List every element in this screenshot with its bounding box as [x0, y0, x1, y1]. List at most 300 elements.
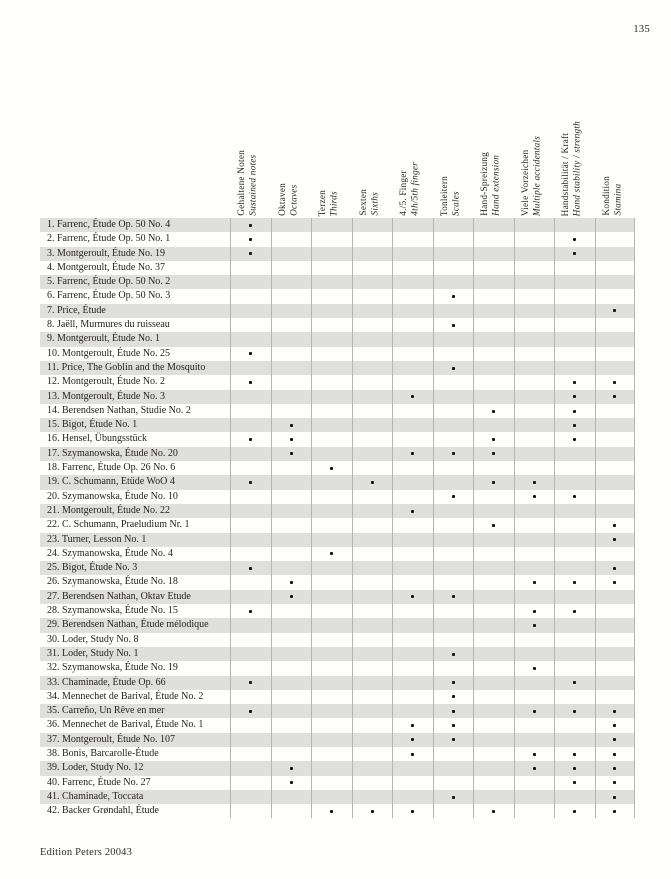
- dot-cell: [473, 561, 514, 575]
- dot-cell: [352, 375, 393, 389]
- dot-cell: [271, 218, 312, 232]
- dot-cell: [554, 218, 595, 232]
- dot-cell: [392, 533, 433, 547]
- dot-cell: [230, 561, 271, 575]
- dot-marker: [492, 810, 495, 813]
- dot-cell: [554, 604, 595, 618]
- dot-cell: [514, 804, 555, 818]
- dot-cell: [595, 390, 636, 404]
- row-label: 12. Montgeroult, Étude No. 2: [47, 376, 166, 388]
- dot-cell: [311, 475, 352, 489]
- dot-cell: [595, 461, 636, 475]
- dot-marker: [411, 595, 414, 598]
- dot-cell: [554, 804, 595, 818]
- dot-marker: [452, 595, 455, 598]
- dot-marker: [452, 324, 455, 327]
- dot-marker: [452, 681, 455, 684]
- row-label: 30. Loder, Study No. 8: [47, 633, 139, 645]
- dot-cell: [392, 275, 433, 289]
- dot-marker: [573, 252, 576, 255]
- dot-cell: [352, 633, 393, 647]
- dot-cell: [230, 332, 271, 346]
- dot-cell: [514, 361, 555, 375]
- dot-cell: [230, 633, 271, 647]
- dot-cell: [595, 289, 636, 303]
- dot-marker: [249, 681, 252, 684]
- row-label: 29. Berendsen Nathan, Étude mélodique: [47, 619, 209, 631]
- dot-cell: [230, 690, 271, 704]
- dot-cell: [433, 790, 474, 804]
- dot-cell: [392, 390, 433, 404]
- dot-cell: [595, 733, 636, 747]
- column-header: [561, 121, 584, 216]
- dot-cell: [392, 547, 433, 561]
- dot-marker: [249, 381, 252, 384]
- dot-cell: [473, 447, 514, 461]
- dot-cell: [514, 504, 555, 518]
- dot-cell: [271, 804, 312, 818]
- dot-cell: [595, 690, 636, 704]
- dot-cell: [230, 747, 271, 761]
- dot-cell: [271, 590, 312, 604]
- dot-cell: [352, 518, 393, 532]
- dot-marker: [411, 738, 414, 741]
- dot-cell: [514, 475, 555, 489]
- dot-cell: [473, 361, 514, 375]
- dot-cell: [433, 761, 474, 775]
- dot-cell: [271, 518, 312, 532]
- dot-marker: [411, 395, 414, 398]
- dot-cell: [352, 618, 393, 632]
- column-header-german: Oktaven: [277, 183, 288, 216]
- dot-cell: [311, 676, 352, 690]
- dot-cell: [433, 218, 474, 232]
- dot-marker: [573, 710, 576, 713]
- dot-cell: [433, 704, 474, 718]
- dot-marker: [613, 524, 616, 527]
- dot-cell: [352, 575, 393, 589]
- dot-marker: [573, 681, 576, 684]
- table-row: [40, 447, 635, 461]
- dot-cell: [514, 518, 555, 532]
- dot-cell: [271, 747, 312, 761]
- dot-cell: [514, 776, 555, 790]
- row-label: 16. Hensel, Übungsstück: [47, 433, 147, 445]
- dot-cell: [311, 332, 352, 346]
- dot-marker: [411, 724, 414, 727]
- dot-cell: [230, 575, 271, 589]
- dot-cell: [271, 490, 312, 504]
- dot-cell: [352, 776, 393, 790]
- dot-cell: [392, 447, 433, 461]
- dot-cell: [392, 561, 433, 575]
- table-row: [40, 804, 635, 818]
- dot-cell: [514, 575, 555, 589]
- dot-cell: [271, 647, 312, 661]
- dot-cell: [473, 761, 514, 775]
- dot-cell: [433, 718, 474, 732]
- dot-cell: [392, 647, 433, 661]
- dot-marker: [573, 495, 576, 498]
- dot-marker: [533, 767, 536, 770]
- dot-cell: [514, 733, 555, 747]
- dot-cell: [554, 332, 595, 346]
- dot-marker: [290, 424, 293, 427]
- dot-marker: [452, 738, 455, 741]
- column-header-german: Handstabilität / Kraft: [561, 132, 571, 216]
- row-label: 1. Farrenc, Étude Op. 50 No. 4: [47, 219, 171, 230]
- dot-cell: [433, 575, 474, 589]
- table-row: [40, 676, 635, 690]
- dot-cell: [554, 347, 595, 361]
- dot-cell: [230, 618, 271, 632]
- dot-cell: [514, 275, 555, 289]
- dot-cell: [473, 633, 514, 647]
- dot-marker: [452, 295, 455, 298]
- dot-marker: [290, 438, 293, 441]
- dot-cell: [311, 418, 352, 432]
- dot-cell: [352, 533, 393, 547]
- dot-cell: [514, 404, 555, 418]
- dot-cell: [595, 647, 636, 661]
- dot-cell: [514, 347, 555, 361]
- dot-cell: [473, 661, 514, 675]
- dot-cell: [311, 518, 352, 532]
- dot-marker: [452, 710, 455, 713]
- dot-cell: [311, 247, 352, 261]
- dot-cell: [271, 475, 312, 489]
- column-header: [480, 152, 503, 216]
- dot-cell: [514, 261, 555, 275]
- dot-marker: [573, 610, 576, 613]
- table-row: [40, 275, 635, 289]
- row-label: 39. Loder, Study No. 12: [47, 762, 144, 774]
- table-row: [40, 418, 635, 432]
- dot-cell: [554, 261, 595, 275]
- table-row: [40, 718, 635, 732]
- dot-cell: [433, 275, 474, 289]
- dot-cell: [514, 747, 555, 761]
- dot-cell: [271, 447, 312, 461]
- table-row: [40, 490, 635, 504]
- row-label: 6. Farrenc, Étude Op. 50 No. 3: [47, 290, 171, 302]
- dot-marker: [249, 252, 252, 255]
- dot-cell: [311, 718, 352, 732]
- dot-marker: [492, 452, 495, 455]
- dot-cell: [554, 247, 595, 261]
- dot-cell: [271, 304, 312, 318]
- dot-cell: [392, 676, 433, 690]
- dot-cell: [473, 676, 514, 690]
- table-row: [40, 575, 635, 589]
- column-header-german: Sexten: [358, 189, 369, 216]
- dot-marker: [492, 438, 495, 441]
- dot-cell: [554, 661, 595, 675]
- dot-cell: [595, 375, 636, 389]
- column-header-german: Gehaltene Noten: [237, 150, 247, 216]
- dot-marker: [573, 753, 576, 756]
- dot-cell: [352, 461, 393, 475]
- row-label: 7. Price, Étude: [47, 304, 106, 316]
- dot-cell: [514, 690, 555, 704]
- dot-cell: [311, 733, 352, 747]
- dot-marker: [330, 467, 333, 470]
- dot-cell: [433, 733, 474, 747]
- dot-cell: [230, 547, 271, 561]
- dot-cell: [311, 804, 352, 818]
- dot-cell: [595, 704, 636, 718]
- row-label: 8. Jaëll, Murmures du ruisseau: [47, 319, 170, 331]
- dot-cell: [514, 547, 555, 561]
- dot-cell: [554, 461, 595, 475]
- row-label: 13. Montgeroult, Étude No. 3: [47, 390, 166, 402]
- dot-cell: [392, 633, 433, 647]
- dot-cell: [352, 404, 393, 418]
- table-row: [40, 232, 635, 246]
- dot-cell: [311, 404, 352, 418]
- column-header: [318, 190, 341, 216]
- dot-cell: [311, 690, 352, 704]
- dot-cell: [514, 247, 555, 261]
- table-row: [40, 404, 635, 418]
- dot-cell: [554, 690, 595, 704]
- dot-cell: [473, 547, 514, 561]
- dot-cell: [595, 718, 636, 732]
- column-header-german: Hand-Spreizung: [480, 152, 490, 216]
- dot-cell: [392, 304, 433, 318]
- table-row: [40, 304, 635, 318]
- dot-cell: [473, 475, 514, 489]
- dot-cell: [433, 604, 474, 618]
- dot-cell: [352, 547, 393, 561]
- row-label: 28. Szymanowska, Étude No. 15: [47, 605, 178, 617]
- dot-cell: [554, 232, 595, 246]
- dot-cell: [554, 647, 595, 661]
- table-row: [40, 332, 635, 346]
- dot-cell: [595, 575, 636, 589]
- dot-cell: [554, 676, 595, 690]
- dot-cell: [392, 490, 433, 504]
- dot-cell: [352, 661, 393, 675]
- dot-cell: [595, 318, 636, 332]
- dot-cell: [514, 604, 555, 618]
- dot-cell: [392, 375, 433, 389]
- dot-cell: [473, 604, 514, 618]
- column-header-english: Multiple accidentals: [532, 135, 543, 216]
- dot-cell: [514, 218, 555, 232]
- row-label: 11. Price, The Goblin and the Mosquito: [47, 361, 206, 373]
- dot-cell: [595, 561, 636, 575]
- dot-cell: [352, 561, 393, 575]
- dot-cell: [392, 261, 433, 275]
- dot-cell: [473, 247, 514, 261]
- column-header: [399, 162, 422, 216]
- dot-cell: [433, 318, 474, 332]
- dot-marker: [613, 395, 616, 398]
- dot-cell: [554, 618, 595, 632]
- dot-cell: [392, 361, 433, 375]
- dot-cell: [554, 733, 595, 747]
- dot-cell: [230, 390, 271, 404]
- dot-cell: [514, 390, 555, 404]
- dot-cell: [595, 332, 636, 346]
- column-header-german: 4./5. Finger: [399, 170, 409, 216]
- dot-cell: [311, 547, 352, 561]
- dot-cell: [473, 461, 514, 475]
- dot-cell: [595, 304, 636, 318]
- dot-marker: [533, 495, 536, 498]
- dot-cell: [554, 418, 595, 432]
- dot-cell: [230, 718, 271, 732]
- dot-cell: [554, 518, 595, 532]
- dot-cell: [271, 733, 312, 747]
- dot-cell: [311, 218, 352, 232]
- dot-cell: [473, 332, 514, 346]
- dot-marker: [452, 495, 455, 498]
- dot-marker: [613, 309, 616, 312]
- dot-cell: [271, 318, 312, 332]
- dot-cell: [352, 261, 393, 275]
- table-row: [40, 261, 635, 275]
- dot-cell: [392, 475, 433, 489]
- dot-cell: [352, 718, 393, 732]
- dot-cell: [352, 690, 393, 704]
- dot-cell: [311, 533, 352, 547]
- row-label: 2. Farrenc, Étude Op. 50 No. 1: [47, 233, 171, 245]
- dot-cell: [392, 618, 433, 632]
- dot-cell: [514, 490, 555, 504]
- dot-cell: [473, 404, 514, 418]
- dot-cell: [514, 661, 555, 675]
- dot-cell: [595, 804, 636, 818]
- dot-marker: [533, 667, 536, 670]
- dot-cell: [554, 575, 595, 589]
- row-label: 19. C. Schumann, Etüde WoO 4: [47, 476, 175, 488]
- column-header: [602, 176, 625, 216]
- dot-cell: [473, 375, 514, 389]
- dot-cell: [392, 804, 433, 818]
- dot-cell: [595, 747, 636, 761]
- dot-cell: [392, 232, 433, 246]
- dot-cell: [433, 375, 474, 389]
- dot-cell: [392, 718, 433, 732]
- dot-cell: [392, 761, 433, 775]
- column-header: [278, 183, 301, 216]
- table-row: [40, 375, 635, 389]
- dot-cell: [433, 690, 474, 704]
- dot-cell: [554, 304, 595, 318]
- dot-cell: [311, 289, 352, 303]
- dot-cell: [554, 318, 595, 332]
- dot-marker: [249, 710, 252, 713]
- dot-cell: [554, 275, 595, 289]
- dot-cell: [554, 375, 595, 389]
- dot-cell: [433, 633, 474, 647]
- dot-cell: [473, 747, 514, 761]
- dot-cell: [230, 261, 271, 275]
- dot-marker: [249, 610, 252, 613]
- dot-cell: [352, 647, 393, 661]
- dot-cell: [433, 776, 474, 790]
- dot-cell: [230, 461, 271, 475]
- dot-cell: [392, 504, 433, 518]
- row-label: 23. Turner, Lesson No. 1: [47, 533, 147, 545]
- column-header-english: Octaves: [289, 184, 300, 216]
- dot-cell: [392, 247, 433, 261]
- dot-cell: [514, 704, 555, 718]
- dot-cell: [352, 676, 393, 690]
- table-row: [40, 561, 635, 575]
- dot-cell: [311, 461, 352, 475]
- table-row: [40, 790, 635, 804]
- row-label: 4. Montgeroult, Étude No. 37: [47, 261, 166, 273]
- dot-cell: [352, 490, 393, 504]
- dot-cell: [230, 518, 271, 532]
- dot-cell: [433, 475, 474, 489]
- dot-marker: [371, 481, 374, 484]
- dot-cell: [595, 447, 636, 461]
- dot-cell: [473, 261, 514, 275]
- column-header-german: Viele Vorzeichen: [520, 149, 531, 216]
- dot-cell: [230, 533, 271, 547]
- dot-cell: [271, 375, 312, 389]
- dot-cell: [514, 289, 555, 303]
- dot-cell: [554, 790, 595, 804]
- dot-cell: [433, 547, 474, 561]
- table-row: [40, 504, 635, 518]
- dot-cell: [554, 504, 595, 518]
- table-row: [40, 547, 635, 561]
- dot-cell: [271, 461, 312, 475]
- dot-cell: [311, 633, 352, 647]
- dot-cell: [271, 332, 312, 346]
- dot-cell: [271, 404, 312, 418]
- dot-cell: [595, 661, 636, 675]
- dot-cell: [352, 733, 393, 747]
- dot-cell: [352, 790, 393, 804]
- dot-cell: [230, 676, 271, 690]
- dot-cell: [514, 633, 555, 647]
- dot-cell: [230, 304, 271, 318]
- dot-cell: [230, 347, 271, 361]
- dot-cell: [433, 232, 474, 246]
- column-header: [440, 176, 463, 216]
- dot-cell: [433, 518, 474, 532]
- dot-cell: [595, 418, 636, 432]
- dot-marker: [573, 581, 576, 584]
- dot-cell: [352, 332, 393, 346]
- dot-cell: [230, 375, 271, 389]
- dot-cell: [514, 647, 555, 661]
- dot-cell: [554, 704, 595, 718]
- dot-cell: [433, 304, 474, 318]
- dot-marker: [573, 767, 576, 770]
- dot-marker: [411, 510, 414, 513]
- dot-cell: [554, 561, 595, 575]
- dot-cell: [433, 289, 474, 303]
- dot-cell: [595, 232, 636, 246]
- row-label: 22. C. Schumann, Praeludium Nr. 1: [47, 519, 190, 531]
- dot-cell: [230, 776, 271, 790]
- dot-marker: [613, 738, 616, 741]
- dot-cell: [392, 289, 433, 303]
- dot-cell: [433, 361, 474, 375]
- dot-cell: [230, 289, 271, 303]
- dot-cell: [352, 604, 393, 618]
- dot-cell: [271, 275, 312, 289]
- dot-marker: [492, 481, 495, 484]
- column-header-english: Thirds: [329, 190, 340, 216]
